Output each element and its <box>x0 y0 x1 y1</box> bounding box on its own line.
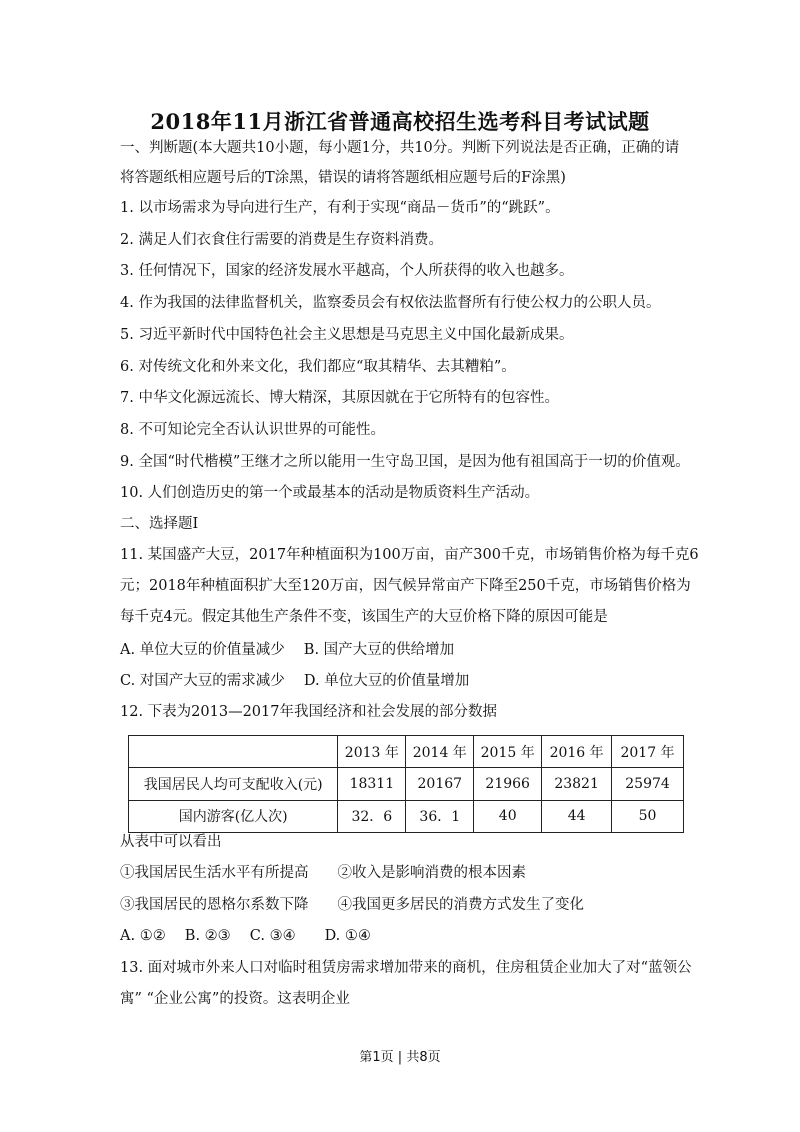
table-cell: 50 <box>612 800 684 832</box>
table-cell: 2013 年 <box>338 736 406 768</box>
text-line: A. ①② B. ②③ C. ③④ D. ①④ <box>120 928 371 944</box>
text-line: 3. 任何情况下，国家的经济发展水平越高，个人所获得的收入也越多。 <box>120 263 574 279</box>
page-title: 2018年11月浙江省普通高校招生选考科目考试试题 <box>150 109 650 134</box>
table-cell: 36．1 <box>406 800 474 832</box>
text-line: 从表中可以看出 <box>120 834 222 850</box>
text-line: ③我国居民的恩格尔系数下降 ④我国更多居民的消费方式发生了变化 <box>120 897 584 913</box>
text-line: ①我国居民生活水平有所提高 ②收入是影响消费的根本因素 <box>120 865 526 881</box>
table-cell: 21966 <box>474 768 542 800</box>
text-line: 11. 某国盛产大豆，2017年种植面积为100万亩，亩产300千克，市场销售价格为每千克6 <box>120 547 699 563</box>
data-table <box>128 735 684 833</box>
text-line: 1. 以市场需求为导向进行生产，有利于实现“商品－货币”的“跳跃”。 <box>120 200 560 216</box>
text-line: 一、判断题(本大题共10小题，每小题1分，共10分。判断下列说法是否正确，正确的请 <box>120 140 680 156</box>
text-line: 将答题纸相应题号后的T涂黑，错误的请将答题纸相应题号后的F涂黑) <box>120 170 566 186</box>
table-cell: 我国居民人均可支配收入(元) <box>129 768 338 800</box>
table-row <box>129 800 684 832</box>
text-line: 寓” “企业公寓”的投资。这表明企业 <box>120 991 350 1007</box>
text-line: A. 单位大豆的价值量减少 B. 国产大豆的供给增加 <box>120 642 455 658</box>
text-line: 2. 满足人们衣食住行需要的消费是生存资料消费。 <box>120 232 443 248</box>
table-cell: 2016 年 <box>542 736 612 768</box>
text-line: 9. 全国“时代楷模”王继才之所以能用一生守岛卫国，是因为他有祖国高于一切的价值观。 <box>120 454 690 470</box>
table-row <box>129 768 684 800</box>
table-cell: 20167 <box>406 768 474 800</box>
table-header-row <box>129 736 684 768</box>
table-cell: 40 <box>474 800 542 832</box>
table-cell: 32．6 <box>338 800 406 832</box>
text-line: 8. 不可知论完全否认认识世界的可能性。 <box>120 422 385 438</box>
text-line: 10. 人们创造历史的第一个或最基本的活动是物质资料生产活动。 <box>120 485 540 501</box>
table-cell: 18311 <box>338 768 406 800</box>
table-cell: 国内游客(亿人次) <box>129 800 338 832</box>
text-line: 4. 作为我国的法律监督机关，监察委员会有权依法监督所有行使公权力的公职人员。 <box>120 295 661 311</box>
table-cell <box>129 736 338 768</box>
text-line: 5. 习近平新时代中国特色社会主义思想是马克思主义中国化最新成果。 <box>120 327 574 343</box>
table-cell: 23821 <box>542 768 612 800</box>
table-cell: 2015 年 <box>474 736 542 768</box>
table-cell: 44 <box>542 800 612 832</box>
text-line: 13. 面对城市外来人口对临时租赁房需求增加带来的商机，住房租赁企业加大了对“蓝领公 <box>120 960 692 976</box>
text-line: 二、选择题Ⅰ <box>120 516 199 532</box>
text-line: 6. 对传统文化和外来文化，我们都应“取其精华、去其糟粕”。 <box>120 359 516 375</box>
text-line: 每千克4元。假定其他生产条件不变，该国生产的大豆价格下降的原因可能是 <box>120 609 608 625</box>
page-footer: 第1页 | 共8页 <box>359 1050 441 1065</box>
table-cell: 2014 年 <box>406 736 474 768</box>
table-cell: 25974 <box>612 768 684 800</box>
text-line: C. 对国产大豆的需求减少 D. 单位大豆的价值量增加 <box>120 673 470 689</box>
text-line: 12. 下表为2013—2017年我国经济和社会发展的部分数据 <box>120 704 497 720</box>
text-line: 元；2018年种植面积扩大至120万亩，因气候异常亩产下降至250千克，市场销售价格为 <box>120 578 691 594</box>
text-line: 7. 中华文化源远流长、博大精深，其原因就在于它所特有的包容性。 <box>120 390 559 406</box>
table-cell: 2017 年 <box>612 736 684 768</box>
